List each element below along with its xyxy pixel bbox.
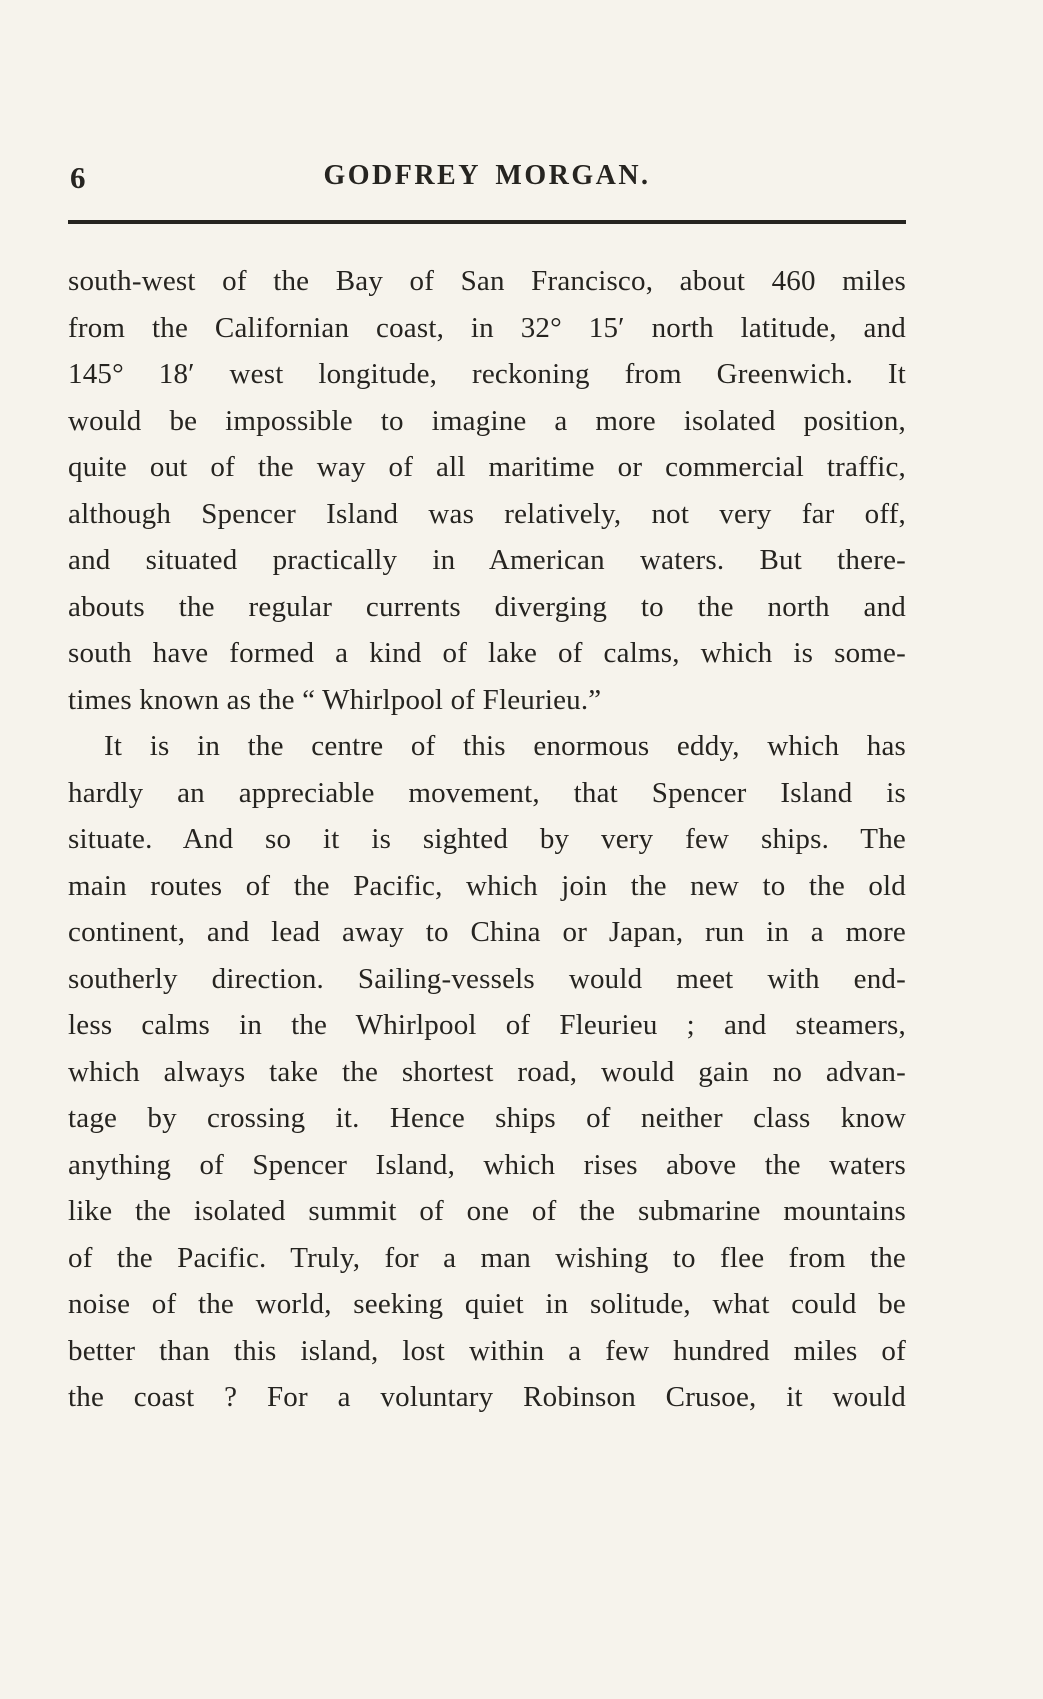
paragraph <box>68 258 906 723</box>
paragraph <box>68 723 906 1421</box>
page-body <box>68 258 906 1421</box>
text-line: abouts the regular currents diverging to the north and <box>68 590 906 623</box>
text-line: tage by crossing it. Hence ships of neither class know <box>68 1102 906 1134</box>
text-line: of the Pacific. Truly, for a man wishing to flee from the <box>68 1241 906 1274</box>
text-line: south have formed a kind of lake of calms, which is some- <box>68 637 906 669</box>
text-line: hardly an appreciable movement, that Spencer Island is <box>68 776 906 809</box>
text-line: south-west of the Bay of San Francisco, about 460 miles <box>68 265 906 297</box>
text-line: like the isolated summit of one of the submarine mountains <box>68 1195 906 1227</box>
text-line: times known as the “ Whirlpool of Fleurieu.” <box>68 683 602 716</box>
text-line: noise of the world, seeking quiet in solitude, what could be <box>68 1288 906 1320</box>
text-line: from the Californian coast, in 32° 15′ north latitude, and <box>68 311 906 344</box>
text-line: anything of Spencer Island, which rises above the waters <box>68 1148 906 1181</box>
page-number: 6 <box>70 160 86 195</box>
text-line: which always take the shortest road, would gain no advan- <box>68 1055 906 1088</box>
text-line: continent, and lead away to China or Japan, run in a more <box>68 916 906 948</box>
running-title: GODFREY MORGAN. <box>323 160 651 191</box>
text-line: 145° 18′ west longitude, reckoning from Greenwich. It <box>68 358 906 390</box>
text-line: would be impossible to imagine a more isolated position, <box>68 404 906 437</box>
text-line: southerly direction. Sailing-vessels would meet with end- <box>68 962 906 995</box>
text-line: It is in the centre of this enormous eddy, which has <box>104 730 906 762</box>
header-rule <box>68 220 906 224</box>
text-line: better than this island, lost within a few hundred miles of <box>68 1334 906 1367</box>
text-line: although Spencer Island was relatively, not very far off, <box>68 497 906 530</box>
page-header <box>68 160 906 198</box>
text-line: main routes of the Pacific, which join the new to the old <box>68 869 906 902</box>
page-content <box>68 160 906 1421</box>
text-line: and situated practically in American waters. But there- <box>68 544 906 576</box>
text-line: less calms in the Whirlpool of Fleurieu ; and steamers, <box>68 1009 906 1041</box>
text-line: situate. And so it is sighted by very few ships. The <box>68 823 906 855</box>
text-line: the coast ? For a voluntary Robinson Crusoe, it would <box>68 1381 906 1413</box>
text-line: quite out of the way of all maritime or commercial traffic, <box>68 451 906 483</box>
